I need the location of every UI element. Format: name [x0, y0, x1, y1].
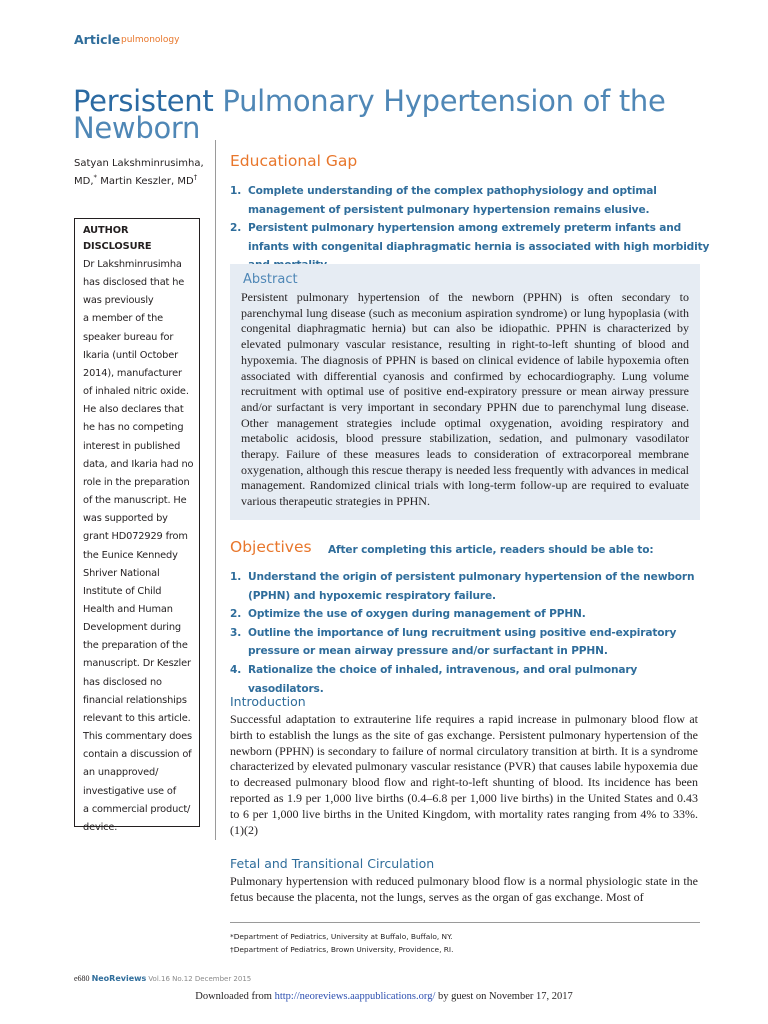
disclosure-line: interest in published — [83, 440, 181, 452]
disclosure-line: role in the preparation — [83, 476, 190, 488]
objectives-intro: After completing this article, readers should be able to: — [328, 544, 654, 556]
objective-item-number: 1. — [230, 571, 242, 583]
author-second: Martin Keszler, MD — [97, 176, 194, 187]
disclosure-line: data, and Ikaria had no — [83, 458, 194, 470]
disclosure-line: was previously — [83, 295, 154, 307]
download-link[interactable]: http://neoreviews.aappublications.org/ — [274, 991, 436, 1002]
disclosure-line: This commentary does — [83, 731, 192, 743]
disclosure-line: he has no competing — [83, 422, 184, 434]
introduction-text: Successful adaptation to extrauterine life requires a rapid increase in pulmonary blood flow at birth to establish the lungs as the site of gas exchange. Persistent pulmonary hypertension of the newborn (PPHN) is secondary to failure of normal circulatory transition at birth. It is a syndrome characterized by elevated pulmonary vascular resistance (PVR) that causes labile hypoxemia due to decreased pulmonary blood flow and right-to-left shunting of blood. Its incidence has been reported as 1.9 per 1,000 live births (0.4–6.8 per 1,000 live births) in the United States and 0.43 to 6 per 1,000 live births in the United Kingdom, with mortality rates ranging from 4% to 33%. (1)(2) — [230, 712, 698, 837]
disclosure-line: speaker bureau for — [83, 331, 174, 343]
objective-item — [230, 661, 710, 698]
disclosure-line: device. — [83, 821, 118, 833]
educational-gap-item-number: 2. — [230, 222, 242, 235]
educational-gap-item-text: Complete understanding of the complex pathophysiology and optimal management of persistent pulmonary hypertension remains elusive. — [248, 185, 657, 216]
article-type-label: Article — [74, 32, 121, 47]
title-rest: Pulmonary Hypertension of the Newborn — [73, 84, 666, 145]
educational-gap-list — [230, 182, 710, 275]
disclosure-line: Health and Human — [83, 603, 173, 615]
objective-item-text: Outline the importance of lung recruitment using positive end-expiratory pressure or mean airway pressure and/or surfactant in PPHN. — [248, 626, 677, 658]
author-line-2 — [74, 173, 214, 191]
disclosure-line: Shriver National — [83, 567, 160, 579]
disclosure-line: a commercial product/ — [83, 803, 191, 815]
disclosure-line: of the manuscript. He — [83, 495, 187, 507]
author-disclosure-box — [74, 218, 200, 833]
objective-item — [230, 624, 710, 661]
disclosure-line: relevant to this article. — [83, 712, 191, 724]
disclosure-line: has disclosed no — [83, 676, 162, 688]
topic-label: pulmonology — [121, 35, 180, 45]
disclosure-line: grant HD072929 from — [83, 531, 188, 543]
disclosure-text — [83, 256, 199, 837]
fetal-circulation-text: Pulmonary hypertension with reduced pulmonary blood flow is a normal physiologic state in the fetus because the placenta, not the lungs, serves as the organ of gas exchange. Most of — [230, 874, 698, 904]
objective-item — [230, 568, 710, 605]
article-title — [73, 84, 713, 145]
introduction-heading: Introduction — [230, 694, 306, 709]
objectives-list — [230, 568, 710, 698]
author-degree: MD, — [74, 176, 94, 187]
footnote-1: *Department of Pediatrics, University at Buffalo, Buffalo, NY. — [230, 932, 453, 941]
abstract-heading: Abstract — [243, 272, 298, 287]
disclosure-line: an unapproved/ — [83, 767, 159, 779]
disclosure-line: of inhaled nitric oxide. — [83, 386, 189, 398]
educational-gap-heading: Educational Gap — [230, 152, 358, 170]
disclosure-line: Dr Lakshminrusimha — [83, 259, 182, 270]
footnote-2: †Department of Pediatrics, Brown University, Providence, RI. — [230, 944, 454, 954]
download-prefix: Downloaded from — [195, 991, 275, 1002]
disclosure-line: 2014), manufacturer — [83, 367, 182, 379]
footnotes — [230, 931, 453, 956]
disclosure-line: financial relationships — [83, 694, 187, 706]
footnote-rule — [230, 922, 700, 923]
title-first-word: Persistent — [73, 84, 214, 118]
disclosure-line: investigative use of — [83, 785, 177, 797]
affiliation-mark-2: † — [193, 173, 198, 182]
objective-item-number: 3. — [230, 626, 242, 639]
disclosure-line: was supported by — [83, 513, 168, 525]
educational-gap-item-number: 1. — [230, 185, 242, 197]
journal-volume: Vol.16 No.12 December 2015 — [148, 975, 252, 983]
objective-item-number: 4. — [230, 663, 242, 676]
objective-item-text: Optimize the use of oxygen during management of PPHN. — [248, 608, 586, 621]
column-divider — [215, 140, 216, 840]
disclosure-line: manuscript. Dr Keszler — [83, 658, 191, 670]
disclosure-line: Institute of Child — [83, 585, 162, 597]
download-notice — [0, 991, 768, 1002]
objectives-heading: Objectives — [230, 538, 312, 556]
download-suffix: by guest on November 17, 2017 — [435, 991, 573, 1002]
abstract-text: Persistent pulmonary hypertension of the newborn (PPHN) is often secondary to parenchymal lung disease (such as meconium aspiration syndrome) or lung hypoplasia (with congenital diaphragmatic hernia) but can also be idiopathic. PPHN is characterized by elevated pulmonary vascular resistance, resulting in right-to-left shunting of blood and hypoxemia. The diagnosis of PPHN is based on clinical evidence of labile hypoxemia often associated with differential cyanosis and confirmed by echocardiography. Lung volume recruitment with optimal use of positive end-expiratory pressure or mean airway pressure and/or surfactant is very important in secondary PPHN due to parenchymal lung disease. Other management strategies include optimal oxygenation, avoiding respiratory and metabolic acidosis, blood pressure stabilization, sedation, and pulmonary vasodilator therapy. Failure of these measures leads to consideration of extracorporeal membrane oxygenation, although this rescue therapy is needed less frequently with advances in medical management. Randomized clinical trials with long-term follow-up are required to evaluate various therapeutic strategies in PPHN. — [241, 290, 689, 509]
disclosure-line: Development during — [83, 622, 181, 634]
objective-item-text: Understand the origin of persistent pulmonary hypertension of the newborn (PPHN) and hypoxemic respiratory failure. — [248, 571, 695, 602]
journal-name: NeoReviews — [91, 974, 147, 983]
affiliation-mark-1: * — [93, 173, 98, 182]
objective-item — [230, 605, 710, 624]
author-list — [74, 155, 214, 191]
disclosure-line: Ikaria (until October — [83, 349, 178, 361]
disclosure-line: He also declares that — [83, 404, 184, 416]
page-number: e680 — [74, 974, 90, 983]
disclosure-line: the Eunice Kennedy — [83, 549, 178, 561]
educational-gap-item-text: Persistent pulmonary hypertension among extremely preterm infants and infants with congenital diaphragmatic hernia is associated with high morbidity — [248, 222, 710, 253]
disclosure-heading: AUTHOR DISCLOSURE — [83, 225, 152, 252]
disclosure-line: has disclosed that he — [83, 277, 185, 289]
educational-gap-item — [230, 182, 710, 219]
disclosure-line: contain a discussion of — [83, 749, 192, 761]
disclosure-line: the preparation of the — [83, 640, 188, 652]
journal-footer — [74, 974, 251, 983]
objective-item-number: 2. — [230, 608, 242, 621]
objective-item-text: Rationalize the choice of inhaled, intravenous, and oral pulmonary vasodilators. — [248, 663, 638, 695]
author-line-1: Satyan Lakshminrusimha, — [74, 158, 204, 169]
fetal-circulation-heading: Fetal and Transitional Circulation — [230, 856, 435, 871]
disclosure-line: a member of the — [83, 313, 164, 325]
